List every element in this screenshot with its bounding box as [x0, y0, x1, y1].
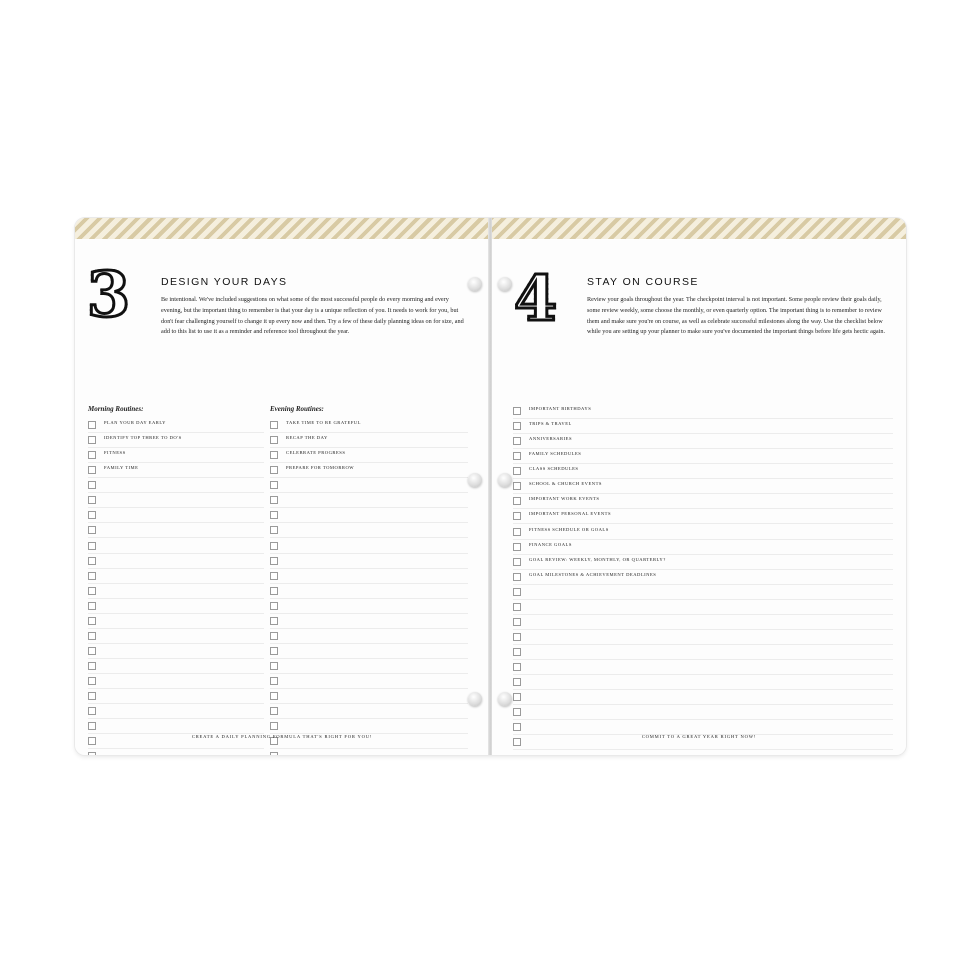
checkbox[interactable] [270, 587, 278, 595]
checkbox[interactable] [270, 707, 278, 715]
checklist-item-label: TRIPS & TRAVEL [529, 421, 572, 427]
checklist-item [513, 556, 893, 570]
checkbox[interactable] [88, 511, 96, 519]
checklist-item [513, 706, 893, 720]
checkbox[interactable] [88, 602, 96, 610]
checklist-item [270, 720, 468, 734]
checklist-item [88, 464, 264, 478]
checkbox[interactable] [88, 436, 96, 444]
evening-routines-heading: Evening Routines: [270, 405, 324, 413]
checkbox[interactable] [88, 557, 96, 565]
checkbox[interactable] [88, 722, 96, 730]
checklist-item [88, 675, 264, 689]
checkbox[interactable] [270, 662, 278, 670]
page-footer: COMMIT TO A GREAT YEAR RIGHT NOW! [641, 734, 757, 739]
checklist-item [513, 586, 893, 600]
checklist-item [513, 661, 893, 675]
right-page [492, 218, 906, 755]
checkbox[interactable] [513, 678, 521, 686]
checklist-item-label: ANNIVERSARIES [529, 436, 572, 442]
checklist-item [88, 705, 264, 719]
section-number: 4 [514, 262, 558, 335]
checkbox[interactable] [513, 512, 521, 520]
checkbox[interactable] [88, 481, 96, 489]
checklist-item [88, 750, 264, 755]
checkbox[interactable] [513, 588, 521, 596]
checkbox[interactable] [88, 466, 96, 474]
checklist-item [513, 601, 893, 615]
checkbox[interactable] [270, 451, 278, 459]
checkbox[interactable] [513, 633, 521, 641]
checklist-item [513, 465, 893, 479]
checklist-item-label: CLASS SCHEDULES [529, 466, 579, 472]
checklist-item [270, 494, 468, 508]
checklist-item-label: IMPORTANT PERSONAL EVENTS [529, 511, 612, 517]
checklist-item [88, 479, 264, 493]
checklist-item-label: IMPORTANT WORK EVENTS [529, 496, 600, 502]
checklist-item [88, 645, 264, 659]
checkbox[interactable] [513, 422, 521, 430]
checklist-item [88, 449, 264, 463]
goals-checklist [513, 405, 893, 751]
checklist-item-label: RECAP THE DAY [286, 435, 328, 441]
checkbox[interactable] [270, 617, 278, 625]
checklist-item [513, 616, 893, 630]
checklist-item [513, 510, 893, 524]
section-intro-text: Be intentional. We've included suggestions on what some of the most successful people do every morning and every evening, but the important thing to remember is that your day is a unique reflection of you. It needs to work for you, but don't fear challenging yourself to change it up every now and then. Try a few of these daily planning ideas on for size, and add to this list to use it as a reminder and reference tool throughout the year. [161, 296, 464, 336]
section-title: DESIGN YOUR DAYS [161, 276, 288, 288]
checkbox[interactable] [88, 647, 96, 655]
checklist-item [270, 419, 468, 433]
section-intro-text: Review your goals throughout the year. The checkpoint interval is not important. Some people review their goals daily, some review weekly, some choose the monthly, or even quarterly option. The important thing is to remember to review them and make sure you're on course, as well as celebrate successful milestones along the way. Use the checklist below while you are setting up your planner to make sure you've documented the important things before life gets hectic again. [587, 296, 886, 336]
checkbox[interactable] [270, 466, 278, 474]
checkbox[interactable] [270, 632, 278, 640]
checkbox[interactable] [513, 723, 521, 731]
checkbox[interactable] [270, 511, 278, 519]
checklist-item [88, 509, 264, 523]
checklist-item [270, 540, 468, 554]
checkbox[interactable] [88, 542, 96, 550]
binder-ring-hole [468, 277, 482, 291]
checkbox[interactable] [270, 752, 278, 755]
checklist-item [88, 524, 264, 538]
checklist-item-label: SCHOOL & CHURCH EVENTS [529, 481, 602, 487]
checkbox[interactable] [513, 648, 521, 656]
checklist-item [513, 526, 893, 540]
checklist-item [270, 675, 468, 689]
checklist-item [513, 631, 893, 645]
checklist-item-label: PREPARE FOR TOMORROW [286, 465, 355, 471]
checkbox[interactable] [513, 407, 521, 415]
checklist-item-label: IDENTIFY TOP THREE TO DO'S [104, 435, 182, 441]
checklist-item [270, 660, 468, 674]
checkbox[interactable] [270, 526, 278, 534]
checkbox[interactable] [513, 437, 521, 445]
checkbox[interactable] [270, 722, 278, 730]
checkbox[interactable] [270, 542, 278, 550]
binder-ring-hole [468, 692, 482, 706]
checklist-item-label: GOAL REVIEW: WEEKLY, MONTHLY, OR QUARTERLY? [529, 556, 666, 562]
checklist-item-label: FITNESS [104, 450, 126, 456]
checklist-item [270, 509, 468, 523]
checklist-item-label: FINANCE GOALS [529, 541, 572, 547]
checklist-item [270, 524, 468, 538]
checkbox[interactable] [88, 692, 96, 700]
section-number: 3 [87, 258, 131, 331]
checklist-item [513, 691, 893, 705]
checkbox[interactable] [88, 451, 96, 459]
planner-spread [75, 218, 906, 755]
checkbox[interactable] [270, 496, 278, 504]
page-footer: CREATE A DAILY PLANNING FORMULA THAT'S RIGHT FOR YOU! [191, 734, 373, 739]
section-title: STAY ON COURSE [587, 276, 699, 288]
checklist-item [88, 540, 264, 554]
checklist-item [513, 420, 893, 434]
checklist-item-label: PLAN YOUR DAY EARLY [104, 420, 166, 425]
checkbox[interactable] [513, 618, 521, 626]
checklist-item [513, 495, 893, 509]
checklist-item [270, 750, 468, 755]
checklist-item [270, 690, 468, 704]
checklist-item [513, 571, 893, 585]
checklist-item [270, 555, 468, 569]
checkbox[interactable] [513, 467, 521, 475]
checklist-item [270, 449, 468, 463]
checklist-item [88, 615, 264, 629]
checkbox[interactable] [270, 481, 278, 489]
binder-ring-hole [498, 277, 512, 291]
checkbox[interactable] [88, 572, 96, 580]
checklist-item [513, 646, 893, 660]
checkbox[interactable] [88, 496, 96, 504]
checklist-item-label: CELEBRATE PROGRESS [286, 450, 346, 456]
checklist-item [88, 690, 264, 704]
checklist-item [88, 434, 264, 448]
checklist-item-label: FAMILY TIME [104, 465, 139, 471]
checklist-item [270, 464, 468, 478]
checklist-item [88, 419, 264, 433]
checklist-item [88, 570, 264, 584]
checklist-item [270, 630, 468, 644]
checklist-item [513, 541, 893, 555]
checkbox[interactable] [270, 602, 278, 610]
checkbox[interactable] [88, 677, 96, 685]
checkbox[interactable] [513, 482, 521, 490]
decorative-stripe-band [75, 218, 489, 239]
checkbox[interactable] [270, 677, 278, 685]
checkbox[interactable] [88, 526, 96, 534]
checklist-item [270, 705, 468, 719]
checklist-item-label: FITNESS SCHEDULE OR GOALS [529, 526, 609, 532]
checklist-item [270, 479, 468, 493]
checkbox[interactable] [88, 632, 96, 640]
checklist-item [88, 555, 264, 569]
checklist-item-label: GOAL MILESTONES & ACHIEVEMENT DEADLINES [529, 571, 657, 577]
checkbox[interactable] [513, 738, 521, 746]
checklist-item-label: TAKE TIME TO BE GRATEFUL [286, 420, 361, 425]
checklist-item [88, 660, 264, 674]
morning-routines-checklist [88, 419, 264, 755]
checkbox[interactable] [88, 587, 96, 595]
checkbox[interactable] [513, 558, 521, 566]
binder-ring-hole [498, 692, 512, 706]
checkbox[interactable] [88, 421, 96, 429]
checklist-item [513, 480, 893, 494]
checkbox[interactable] [513, 528, 521, 536]
checklist-item [88, 600, 264, 614]
checkbox[interactable] [88, 707, 96, 715]
checkbox[interactable] [513, 708, 521, 716]
checklist-item [513, 435, 893, 449]
checkbox[interactable] [88, 617, 96, 625]
checkbox[interactable] [270, 557, 278, 565]
checkbox[interactable] [270, 647, 278, 655]
checkbox[interactable] [88, 662, 96, 670]
checklist-item [270, 615, 468, 629]
checkbox[interactable] [270, 692, 278, 700]
left-page [75, 218, 489, 755]
checkbox[interactable] [513, 663, 521, 671]
checkbox[interactable] [513, 543, 521, 551]
checklist-item [270, 570, 468, 584]
checklist-item [88, 630, 264, 644]
checkbox[interactable] [513, 693, 521, 701]
checklist-item [88, 494, 264, 508]
checklist-item [513, 676, 893, 690]
checklist-item [88, 585, 264, 599]
checklist-item [513, 450, 893, 464]
checklist-item [270, 645, 468, 659]
binder-ring-hole [498, 473, 512, 487]
checklist-item [270, 434, 468, 448]
checkbox[interactable] [270, 436, 278, 444]
checkbox[interactable] [513, 573, 521, 581]
checkbox[interactable] [270, 572, 278, 580]
evening-routines-checklist [270, 419, 468, 755]
checklist-item [270, 585, 468, 599]
checkbox[interactable] [513, 497, 521, 505]
checkbox[interactable] [270, 421, 278, 429]
checkbox[interactable] [513, 603, 521, 611]
checklist-item [88, 720, 264, 734]
checkbox[interactable] [513, 452, 521, 460]
checklist-item [270, 600, 468, 614]
checkbox[interactable] [88, 752, 96, 755]
checklist-item [513, 405, 893, 419]
decorative-stripe-band [492, 218, 906, 239]
morning-routines-heading: Morning Routines: [88, 405, 144, 413]
binder-ring-hole [468, 473, 482, 487]
checklist-item-label: FAMILY SCHEDULES [529, 451, 582, 457]
checklist-item-label: IMPORTANT BIRTHDAYS [529, 406, 592, 411]
